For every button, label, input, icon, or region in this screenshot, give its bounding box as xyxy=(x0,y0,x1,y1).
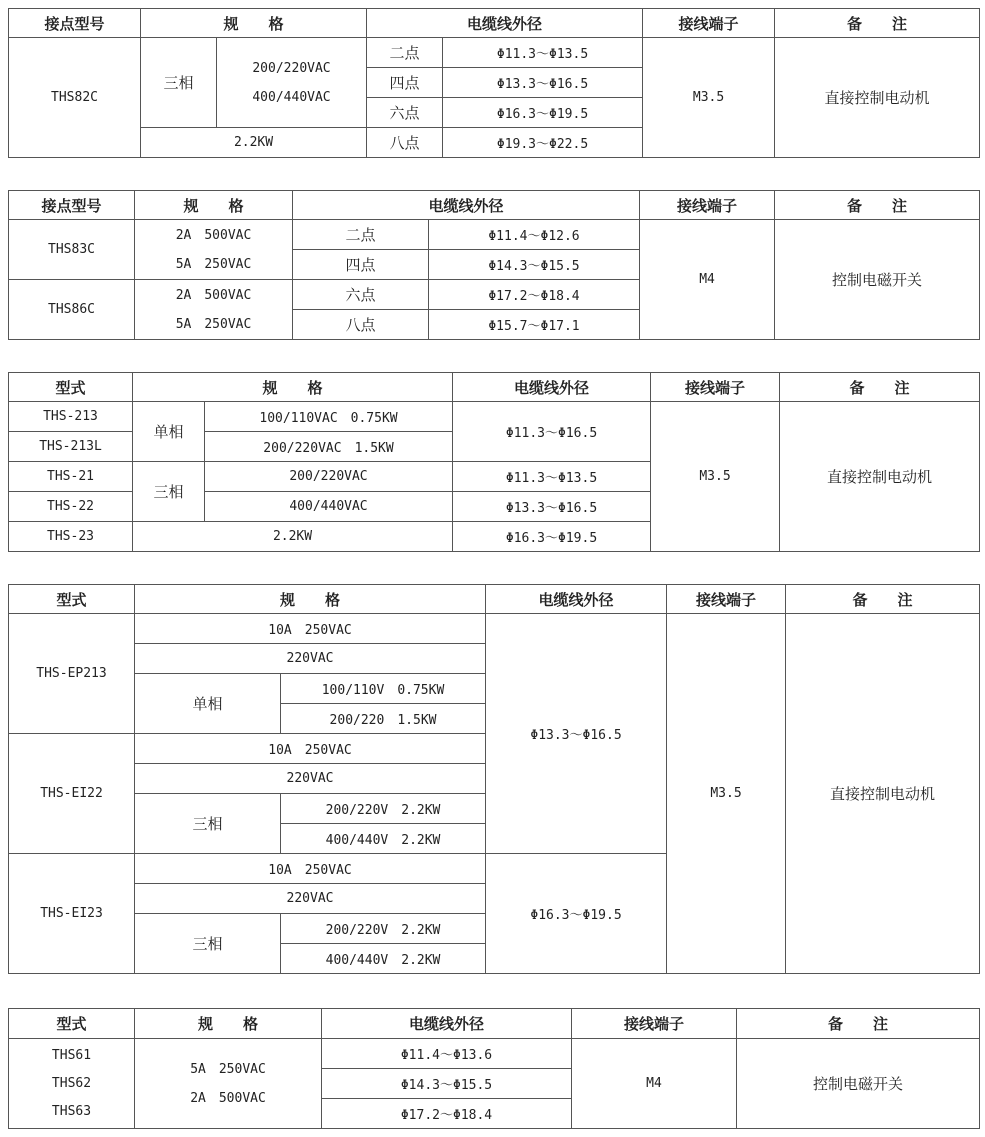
spec-table-ths-e xyxy=(8,584,980,974)
header-note: 备 注 xyxy=(786,585,980,614)
header-cable-diameter: 电缆线外径 xyxy=(293,191,640,220)
spec-table-ths82c xyxy=(8,8,980,158)
header-terminal: 接线端子 xyxy=(640,191,775,220)
spec-cell: 200/220VAC xyxy=(205,462,453,492)
diameter-cell: Φ16.3～Φ19.5 xyxy=(486,854,667,974)
model-cell: THS83C xyxy=(9,220,135,280)
spec-cell: 400/440V 2.2KW xyxy=(281,824,486,854)
terminal-cell: M3.5 xyxy=(651,402,780,552)
note-cell: 控制电磁开关 xyxy=(775,220,980,340)
points-cell: 八点 xyxy=(293,310,429,340)
terminal-cell: M3.5 xyxy=(643,38,775,158)
header-spec: 规 格 xyxy=(133,373,453,402)
spec-cell xyxy=(135,220,293,280)
phase-cell: 单相 xyxy=(133,402,205,462)
diameter-cell: Φ14.3～Φ15.5 xyxy=(322,1069,572,1099)
model-cell: THS-EI23 xyxy=(9,854,135,974)
model-cell: THS-22 xyxy=(9,492,133,522)
diameter-cell: Φ11.3～Φ16.5 xyxy=(453,402,651,462)
diameter-cell: Φ11.4～Φ12.6 xyxy=(429,220,640,250)
header-model: 接点型号 xyxy=(9,9,141,38)
points-cell: 四点 xyxy=(293,250,429,280)
phase-cell: 三相 xyxy=(141,38,217,128)
spec-cell: 200/220VAC 1.5KW xyxy=(205,432,453,462)
model-value: THS61 xyxy=(51,1047,92,1063)
diameter-cell: Φ16.3～Φ19.5 xyxy=(453,522,651,552)
diameter-cell: Φ17.2～Φ18.4 xyxy=(322,1099,572,1129)
model-cell: THS-EP213 xyxy=(9,614,135,734)
header-model: 型式 xyxy=(9,585,135,614)
note-cell: 直接控制电动机 xyxy=(780,402,980,552)
diameter-cell: Φ14.3～Φ15.5 xyxy=(429,250,640,280)
points-cell: 八点 xyxy=(367,128,443,158)
spec-value: 2A 500VAC xyxy=(190,1090,266,1106)
header-model: 接点型号 xyxy=(9,191,135,220)
model-cell: THS86C xyxy=(9,280,135,340)
diameter-cell: Φ16.3～Φ19.5 xyxy=(443,98,643,128)
header-cable-diameter: 电缆线外径 xyxy=(486,585,667,614)
spec-cell: 220VAC xyxy=(135,644,486,674)
model-cell: THS-21 xyxy=(9,462,133,492)
spec-cell xyxy=(135,280,293,340)
header-terminal: 接线端子 xyxy=(667,585,786,614)
diameter-cell: Φ13.3～Φ16.5 xyxy=(453,492,651,522)
spec-value: 2A 500VAC xyxy=(175,287,252,303)
spec-value: 5A 250VAC xyxy=(175,316,252,332)
header-spec: 规 格 xyxy=(135,585,486,614)
diameter-cell: Φ11.3～Φ13.5 xyxy=(453,462,651,492)
points-cell: 二点 xyxy=(367,38,443,68)
points-cell: 六点 xyxy=(293,280,429,310)
spec-cell: 100/110VAC 0.75KW xyxy=(205,402,453,432)
note-cell: 直接控制电动机 xyxy=(775,38,980,158)
model-cell xyxy=(9,1039,135,1129)
header-model: 型式 xyxy=(9,1009,135,1039)
spec-table-ths-21x xyxy=(8,372,980,552)
phase-cell: 三相 xyxy=(133,462,205,522)
spec-cell: 400/440V 2.2KW xyxy=(281,944,486,974)
header-spec: 规 格 xyxy=(141,9,367,38)
header-terminal: 接线端子 xyxy=(643,9,775,38)
points-cell: 四点 xyxy=(367,68,443,98)
spec-cell: 200/220V 2.2KW xyxy=(281,794,486,824)
header-note: 备 注 xyxy=(775,9,980,38)
spec-value: 5A 250VAC xyxy=(175,256,252,272)
model-cell: THS-23 xyxy=(9,522,133,552)
diameter-cell: Φ17.2～Φ18.4 xyxy=(429,280,640,310)
terminal-cell: M4 xyxy=(640,220,775,340)
spec-cell: 100/110V 0.75KW xyxy=(281,674,486,704)
header-model: 型式 xyxy=(9,373,133,402)
voltage-value: 400/440VAC xyxy=(252,89,331,105)
header-note: 备 注 xyxy=(775,191,980,220)
header-terminal: 接线端子 xyxy=(572,1009,737,1039)
header-cable-diameter: 电缆线外径 xyxy=(322,1009,572,1039)
phase-cell: 三相 xyxy=(135,914,281,974)
model-value: THS63 xyxy=(51,1103,92,1119)
spec-value: 2A 500VAC xyxy=(175,227,252,243)
diameter-cell: Φ19.3～Φ22.5 xyxy=(443,128,643,158)
header-note: 备 注 xyxy=(737,1009,980,1039)
spec-cell: 10A 250VAC xyxy=(135,614,486,644)
header-spec: 规 格 xyxy=(135,1009,322,1039)
header-spec: 规 格 xyxy=(135,191,293,220)
spec-cell: 10A 250VAC xyxy=(135,854,486,884)
spec-cell: 2.2KW xyxy=(133,522,453,552)
phase-cell: 三相 xyxy=(135,794,281,854)
model-cell: THS-213 xyxy=(9,402,133,432)
model-cell: THS-EI22 xyxy=(9,734,135,854)
phase-cell: 单相 xyxy=(135,674,281,734)
diameter-cell: Φ11.3～Φ13.5 xyxy=(443,38,643,68)
spec-cell: 200/220 1.5KW xyxy=(281,704,486,734)
spec-table-ths6x xyxy=(8,1008,980,1129)
header-terminal: 接线端子 xyxy=(651,373,780,402)
note-cell: 控制电磁开关 xyxy=(737,1039,980,1129)
note-cell: 直接控制电动机 xyxy=(786,614,980,974)
spec-table-ths83c-86c xyxy=(8,190,980,340)
spec-cell: 220VAC xyxy=(135,884,486,914)
diameter-cell: Φ11.4～Φ13.6 xyxy=(322,1039,572,1069)
spec-cell xyxy=(135,1039,322,1129)
spec-cell: 10A 250VAC xyxy=(135,734,486,764)
terminal-cell: M4 xyxy=(572,1039,737,1129)
voltage-cell xyxy=(217,38,367,128)
header-cable-diameter: 电缆线外径 xyxy=(453,373,651,402)
model-cell: THS-213L xyxy=(9,432,133,462)
points-cell: 六点 xyxy=(367,98,443,128)
diameter-cell: Φ13.3～Φ16.5 xyxy=(443,68,643,98)
diameter-cell: Φ15.7～Φ17.1 xyxy=(429,310,640,340)
model-value: THS62 xyxy=(51,1075,92,1091)
terminal-cell: M3.5 xyxy=(667,614,786,974)
spec-cell: 200/220V 2.2KW xyxy=(281,914,486,944)
header-cable-diameter: 电缆线外径 xyxy=(367,9,643,38)
spec-cell: 220VAC xyxy=(135,764,486,794)
diameter-cell: Φ13.3～Φ16.5 xyxy=(486,614,667,854)
spec-value: 5A 250VAC xyxy=(190,1061,266,1077)
power-cell: 2.2KW xyxy=(141,128,367,158)
voltage-value: 200/220VAC xyxy=(252,60,331,76)
header-note: 备 注 xyxy=(780,373,980,402)
points-cell: 二点 xyxy=(293,220,429,250)
spec-cell: 400/440VAC xyxy=(205,492,453,522)
model-cell: THS82C xyxy=(9,38,141,158)
